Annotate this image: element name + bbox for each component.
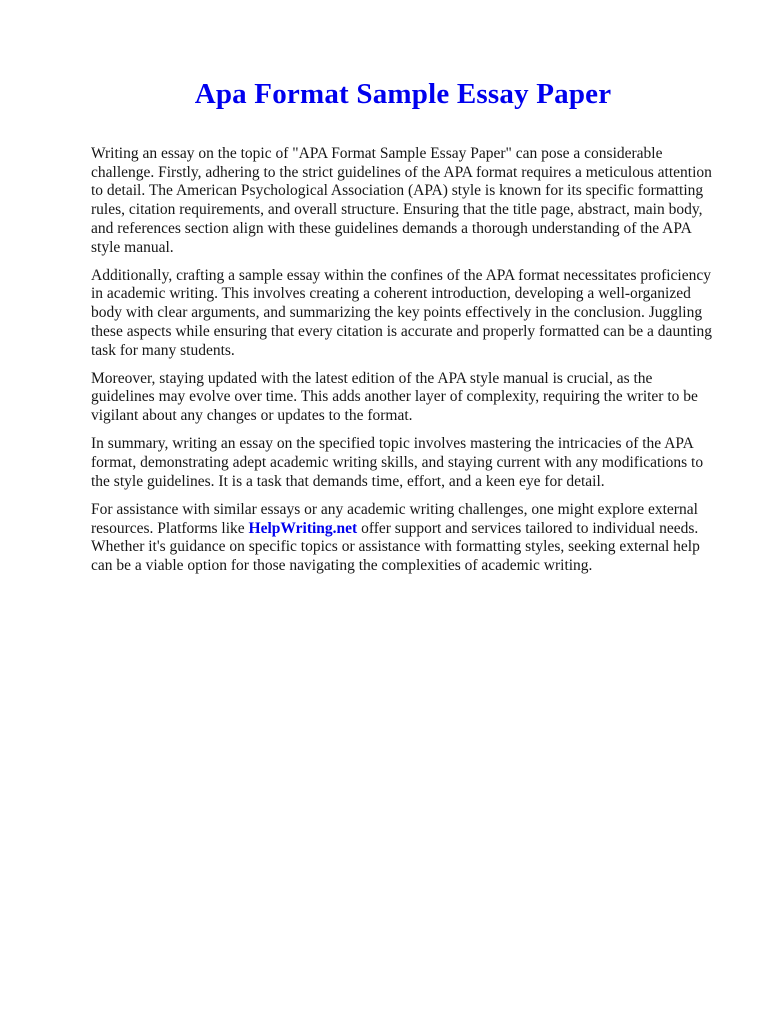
page-title: Apa Format Sample Essay Paper: [194, 78, 612, 110]
helpwriting-link[interactable]: HelpWriting.net: [248, 519, 358, 537]
paragraph-summary: In summary, writing an essay on the specified topic involves mastering the intricacies of the APA format, demonstrating adept academic writing skills, and staying current with any modifications to the style guidelines. It is a task that demands time, effort, and a keen eye for detail.: [91, 435, 704, 490]
closing-text-after-link: offer support and services tailored to individual needs. Whether it's guidance on specific topics or assistance with formatting styles, seeking external help can be a viable option for those navigating the complexities of academic writing.: [91, 519, 700, 575]
closing-text-before-link: For assistance with similar essays or any academic writing challenges, one might explore external resources. Platforms like: [91, 500, 698, 537]
paragraph-closing: [91, 501, 715, 576]
paragraph-updates: Moreover, staying updated with the latest edition of the APA style manual is crucial, as the guidelines may evolve over time. This adds another layer of complexity, requiring the writer to be vigilant about any changes or updates to the format.: [91, 369, 698, 425]
paragraph-intro: Writing an essay on the topic of "APA Format Sample Essay Paper" can pose a considerable challenge. Firstly, adhering to the strict guidelines of the APA format requires a meticulous attention to detail. The American Psychological Association (APA) style is known for its specific formatting rules, citation requirements, and overall structure. Ensuring that the title page, abstract, main body, and references section align with these guidelines demands a thorough understanding of the APA style manual.: [91, 145, 712, 256]
paragraph-proficiency: Additionally, crafting a sample essay within the confines of the APA format necessitates proficiency in academic writing. This involves creating a coherent introduction, developing a well-organized body with clear arguments, and summarizing the key points effectively in the conclusion. Juggling these aspects while ensuring that every citation is accurate and properly formatted can be a daunting task for many students.: [91, 266, 713, 359]
